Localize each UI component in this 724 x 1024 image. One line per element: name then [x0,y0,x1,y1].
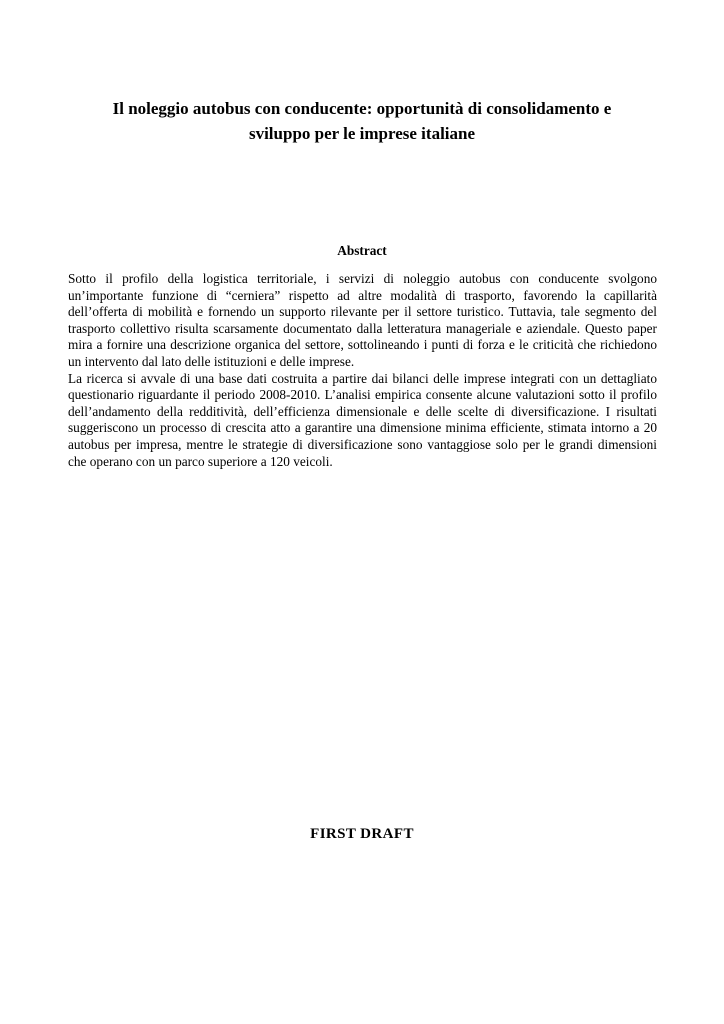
paper-title [40,96,684,146]
first-draft-label: FIRST DRAFT [310,826,414,842]
paper-title-line-1: Il noleggio autobus con conducente: opportunità di consolidamento e [112,99,612,119]
abstract-body [68,271,657,470]
paper-title-line-2: sviluppo per le imprese italiane [248,124,476,144]
abstract-paragraph-1: Sotto il profilo della logistica territoriale, i servizi di noleggio autobus con conducente svolgono un’importante funzione di “cerniera” rispetto ad altre modalità di trasporto, favorendo la capillarità dell’offerta di mobilità e fornendo un supporto rilevante per il settore turistico. Tuttavia, tale segmento del trasporto collettivo risulta scarsamente documentato dalla letteratura manageriale e aziendale. Questo paper mira a fornire una descrizione organica del settore, sottolineando i punti di forza e le criticità che richiedono un intervento dal lato delle istituzioni e delle imprese. [68,271,657,369]
abstract-heading: Abstract [337,243,387,258]
abstract-paragraph-2: La ricerca si avvale di una base dati costruita a partire dai bilanci delle imprese integrati con un dettagliato questionario riguardante il periodo 2008-2010. L’analisi empirica consente alcune valutazioni sotto il profilo dell’andamento della redditività, dell’efficienza dimensionale e delle scelte di diversificazione. I risultati suggeriscono un processo di crescita atto a garantire una dimensione minima efficiente, stimata intorno a 20 autobus per impresa, mentre le strategie di diversificazione sono vantaggiose solo per le grandi dimensioni che operano con un parco superiore a 120 veicoli. [68,370,657,469]
